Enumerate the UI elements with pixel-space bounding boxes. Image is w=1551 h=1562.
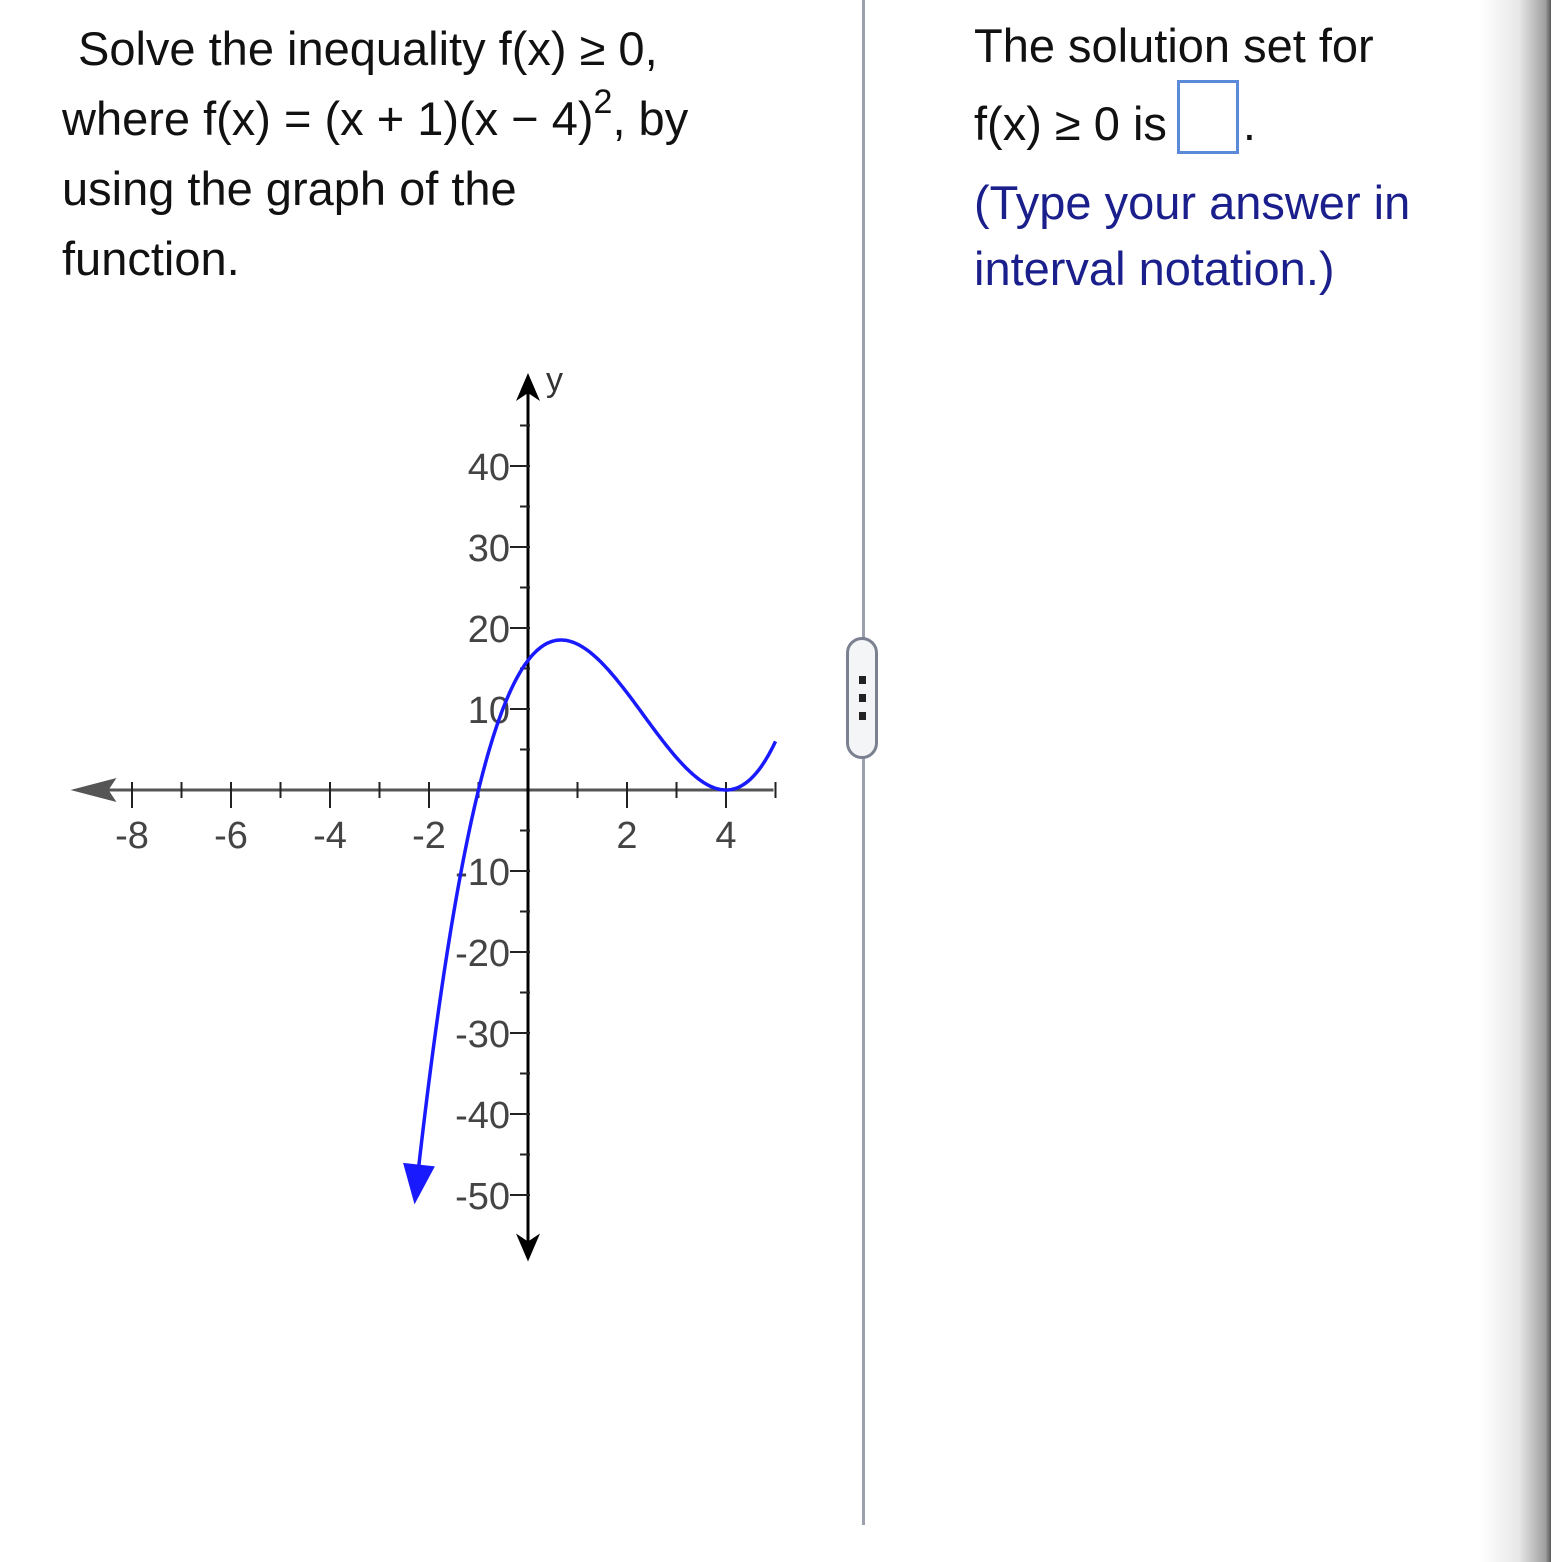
hint-line-2: interval notation.)	[974, 242, 1335, 295]
answer-input[interactable]	[1177, 80, 1239, 154]
x-tick-label: -2	[412, 815, 446, 857]
y-tick-label: 20	[467, 609, 510, 651]
y-tick-label: -10	[455, 852, 510, 894]
x-tick-label: -6	[214, 815, 248, 857]
question-line-1: Solve the inequality f(x) ≥ 0,	[78, 22, 658, 75]
answer-panel	[866, 0, 1506, 1562]
y-tick-label: 10	[467, 690, 510, 732]
x-tick-label: 4	[715, 815, 737, 857]
window-edge-shadow	[1480, 0, 1551, 1562]
answer-period: .	[1242, 97, 1256, 150]
y-axis-label: y	[546, 361, 563, 399]
grip-dot	[859, 694, 866, 702]
grip-dot	[859, 712, 866, 720]
grip-dot	[859, 676, 866, 684]
hint-line-1: (Type your answer in	[974, 176, 1411, 229]
panel-divider	[862, 0, 865, 1525]
y-tick-label: -20	[455, 933, 510, 975]
function-graph	[0, 0, 862, 1300]
function-definition: where f(x) = (x + 1)(x − 4)	[62, 92, 594, 145]
answer-line-1: The solution set for	[974, 19, 1374, 72]
y-tick-label: 30	[467, 528, 510, 570]
x-tick-label: -8	[115, 815, 149, 857]
x-tick-label: 2	[616, 815, 638, 857]
y-tick-label: -40	[455, 1095, 510, 1137]
exponent: 2	[593, 83, 613, 121]
answer-line-2-text: f(x) ≥ 0 is	[974, 97, 1167, 150]
question-line-4: function.	[62, 232, 240, 285]
answer-line-2	[974, 80, 1374, 158]
y-tick-label: -50	[455, 1176, 510, 1218]
x-tick-label: -4	[313, 815, 347, 857]
question-line-3: using the graph of the	[62, 162, 517, 215]
curve-arrow	[403, 1163, 435, 1205]
answer-prompt	[974, 12, 1374, 158]
question-line-2-suffix: , by	[612, 92, 689, 145]
answer-hint	[974, 170, 1410, 302]
y-tick-label: 40	[467, 447, 510, 489]
y-tick-label: -30	[455, 1014, 510, 1056]
